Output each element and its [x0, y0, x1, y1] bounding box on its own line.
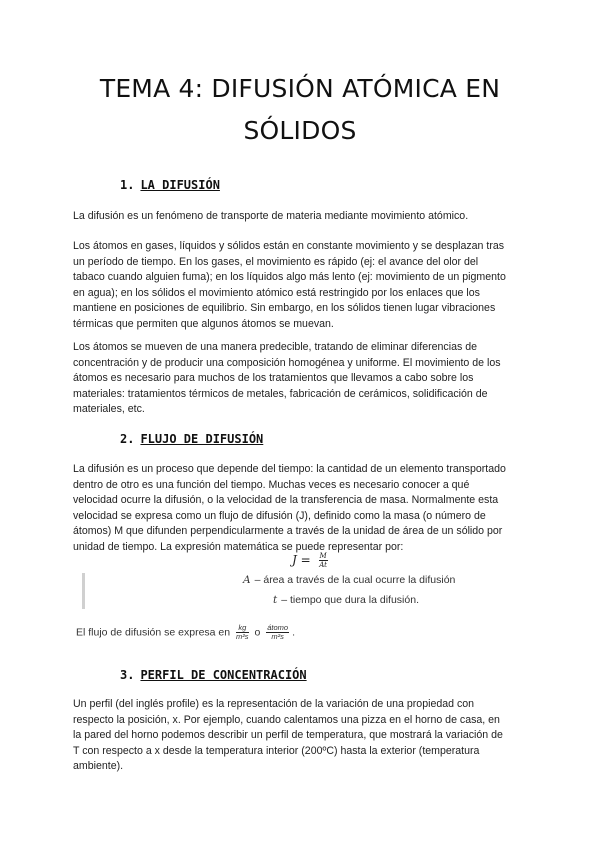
section-1-paragraph-3 [73, 340, 531, 418]
section-1-number: 1. [120, 178, 135, 192]
section-2-number: 2. [120, 432, 135, 446]
text-line: térmicas que permiten que algunos átomos se muevan. [73, 317, 334, 330]
text-line: unidad de tiempo. La expresión matemática se puede representar por: [73, 540, 404, 553]
time-description: – tiempo que dura la difusión. [281, 594, 419, 606]
text-line: La difusión es un fenómeno de transporte de materia mediante movimiento atómico. [73, 210, 469, 222]
section-2-paragraph-1 [73, 462, 531, 556]
section-1-title: LA DIFUSIÓN [140, 178, 220, 192]
formula-lhs: J [292, 553, 297, 567]
section-3-heading [120, 668, 307, 682]
unit-1-numerator: kg [236, 624, 249, 633]
section-1-paragraph-1 [73, 209, 531, 225]
text-line: la pared del horno podemos describir un perfil de temperatura, que mostrará la variación de [73, 729, 503, 742]
formula-block-bar [82, 573, 85, 609]
formula-denominator: At [319, 561, 327, 569]
text-line: Los átomos en gases, líquidos y sólidos están en constante movimiento y se desplazan tras [73, 240, 505, 252]
unit-1-denominator: m²s [236, 632, 249, 641]
text-line: La difusión es un proceso que depende del tiempo: la cantidad de un elemento transportado [73, 463, 506, 475]
section-2-title: FLUJO DE DIFUSIÓN [140, 432, 264, 446]
text-line: mantiene en posiciones de equilibrio. Sin embargo, en los sólidos tienen lugar vibraciones [73, 302, 496, 315]
formula-fraction [319, 552, 328, 569]
units-or: o [254, 626, 261, 639]
formula-area-definition [243, 574, 455, 586]
text-line: respecto la posición, x. Por ejemplo, cuando calentamos una pizza en el horno de casa, en [73, 713, 500, 726]
formula-numerator: M [319, 552, 327, 560]
text-line: velocidad se expresa como un flujo de difusión (J), definido como la masa (o número de [73, 509, 486, 522]
section-3-number: 3. [120, 668, 135, 682]
text-line: materiales, etc. [73, 403, 145, 416]
section-3-title: PERFIL DE CONCENTRACIÓN [140, 668, 307, 682]
units-end: . [292, 626, 295, 639]
units-text: El flujo de difusión se expresa en [76, 626, 231, 639]
text-line: en agua); en los sólidos el movimiento atómico está restringido por los enlaces que los [73, 286, 480, 299]
area-symbol: A [243, 574, 251, 586]
time-symbol: t [273, 594, 278, 606]
flux-units-line [76, 624, 295, 641]
text-line: átomos) M que difunden perpendicularmente a través de la unidad de área de un sólido por [73, 525, 503, 538]
area-description: – área a través de la cual ocurre la difusión [254, 574, 456, 586]
section-2-heading [120, 432, 263, 446]
text-line: velocidad ocurre la difusión, o la velocidad de la transferencia de masa. Normalmente esta [73, 494, 499, 507]
diffusion-flux-formula [292, 552, 328, 569]
formula-time-definition [273, 594, 419, 606]
text-line: materiales: tratamientos térmicos de metales, fabricación de cerámicos, solidificación de [73, 387, 488, 400]
document-title-line-2: SÓLIDOS [243, 116, 357, 145]
section-1-heading [120, 178, 220, 192]
formula-equals: = [300, 553, 311, 567]
section-1-paragraph-2 [73, 239, 531, 333]
text-line: Un perfil (del inglés profile) es la representación de la variación de una propiedad con [73, 698, 475, 710]
text-line: concentración y de producir una composición homogénea y uniforme. El movimiento de los [73, 356, 501, 369]
unit-2-fraction [266, 624, 289, 641]
document-title-line-1: TEMA 4: DIFUSIÓN ATÓMICA EN [99, 74, 501, 103]
unit-2-denominator: m²s [271, 632, 284, 641]
text-line: ambiente). [73, 760, 124, 773]
section-3-paragraph-1 [73, 697, 531, 775]
text-line: átomos es necesario para muchos de los tratamientos que llevamos a cabo sobre los [73, 372, 474, 385]
unit-1-fraction [236, 624, 249, 641]
text-line: dentro de otro es una función del tiempo. Muchas veces es necesario conocer a qué [73, 478, 470, 491]
text-line: tabaco cuando alguien fuma); en los líquidos algo más lento (ej: movimiento de un pigmento [73, 271, 506, 284]
text-line: un período de tiempo. En los gases, el movimiento es rápido (ej: el avance del olor del [73, 255, 479, 268]
text-line: Los átomos se mueven de una manera predecible, tratando de eliminar diferencias de [73, 341, 477, 353]
unit-2-numerator: átomo [267, 623, 289, 632]
text-line: T con respecto a x desde la temperatura interior (200ºC) hasta la exterior (temperatura [73, 744, 480, 757]
